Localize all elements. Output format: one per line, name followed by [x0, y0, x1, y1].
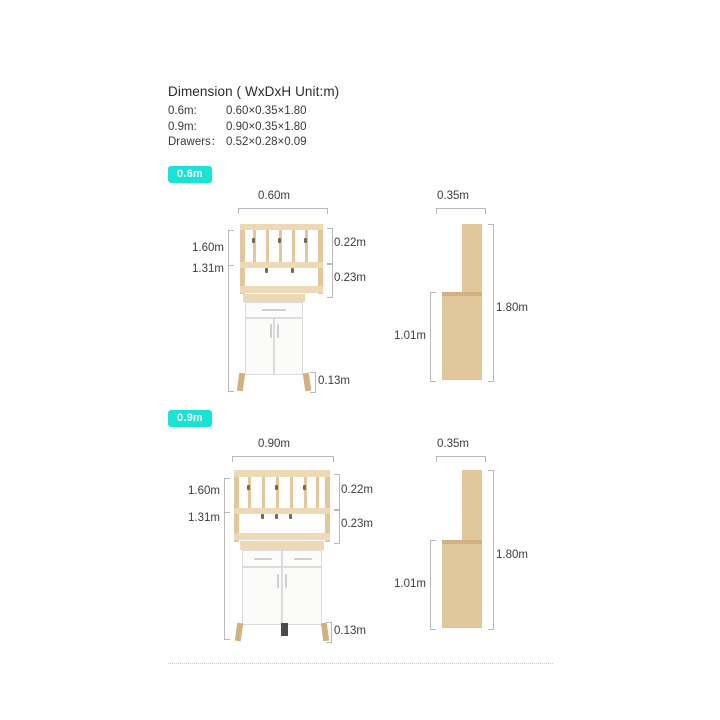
section-bracket-013-0-6m — [310, 372, 316, 393]
rack-slat-4-0-9m — [290, 477, 293, 508]
spec-row-06-label: 0.6m: — [168, 105, 197, 117]
section-bracket-013-0-9m — [326, 622, 332, 643]
hook-4-0-9m — [261, 514, 264, 519]
hook-2-0-9m — [275, 485, 278, 490]
spec-text-block — [168, 84, 498, 151]
section-bracket-022-0-6m — [327, 228, 333, 264]
section-bracket-023-0-6m — [327, 264, 333, 298]
side-height-bracket-101-0-6m — [430, 292, 436, 382]
hook-1-0-9m — [247, 485, 250, 490]
side-upper-0-9m — [462, 470, 482, 544]
depth-bracket-0-6m — [436, 208, 486, 214]
rack-post-right-0-6m — [318, 224, 323, 294]
height-bracket-131-0-6m — [228, 265, 234, 392]
width-label-0-9m: 0.90m — [258, 438, 290, 450]
rack-top-slat-0-9m — [234, 470, 330, 477]
height-label-160-0-9m: 1.60m — [188, 485, 220, 497]
spec-row-drawers-label: Drawers： — [168, 136, 223, 148]
door-handle-left-0-9m — [277, 574, 279, 588]
spec-row-06-value: 0.60×0.35×1.80 — [226, 105, 307, 117]
spec-row-09 — [168, 120, 498, 136]
cabinet-door-left-0-9m — [242, 567, 282, 625]
rack-slat-4-0-6m — [292, 230, 295, 262]
rack-slat-6-0-9m — [316, 477, 319, 508]
height-label-160-0-6m: 1.60m — [192, 242, 224, 254]
door-handle-left-0-6m — [270, 324, 272, 338]
drawer-handle-right-0-9m — [294, 558, 312, 560]
leg-left-0-9m — [235, 623, 243, 642]
spec-row-drawers-value: 0.52×0.28×0.09 — [226, 136, 307, 148]
section-bracket-022-0-9m — [334, 474, 340, 510]
hook-6-0-9m — [275, 514, 278, 519]
spec-row-drawers — [168, 135, 498, 151]
section-label-022-0-6m: 0.22m — [334, 237, 366, 249]
section-label-023-0-9m: 0.23m — [341, 518, 373, 530]
width-bracket-0-9m — [232, 456, 334, 462]
spec-row-09-value: 0.90×0.35×1.80 — [226, 120, 307, 133]
rack-lower-rail-0-9m — [234, 533, 330, 540]
rack-slat-1-0-9m — [248, 477, 251, 508]
rack-post-right-0-9m — [325, 470, 330, 542]
hook-5-0-9m — [289, 514, 292, 519]
side-height-label-180-0-6m: 1.80m — [496, 302, 528, 314]
rack-post-left-0-6m — [240, 224, 245, 294]
rack-slat-5-0-6m — [305, 230, 308, 262]
depth-bracket-0-9m — [436, 456, 486, 462]
section-bracket-023-0-9m — [334, 510, 340, 544]
leg-left-0-6m — [237, 373, 245, 392]
side-height-label-180-0-9m: 1.80m — [496, 549, 528, 561]
side-cabinet-0-9m — [442, 544, 482, 628]
page-title: Dimension ( WxDxH Unit:m) — [168, 84, 340, 99]
side-height-bracket-180-0-9m — [488, 470, 494, 630]
cabinet-top-0-9m — [240, 541, 324, 550]
leg-center-0-9m — [281, 623, 288, 636]
variant-tag-0-9m: 0.9m — [168, 410, 212, 427]
section-label-023-0-6m: 0.23m — [334, 272, 366, 284]
spec-row-06 — [168, 104, 498, 120]
hook-2-0-6m — [278, 238, 281, 243]
width-bracket-0-6m — [238, 208, 328, 214]
rack-slat-3-0-6m — [279, 230, 282, 262]
side-height-bracket-101-0-9m — [430, 540, 436, 630]
hook-3-0-6m — [304, 238, 307, 243]
spec-row-09-label: 0.9m: — [168, 120, 197, 133]
footer-divider — [168, 663, 553, 664]
cabinet-door-right-0-9m — [282, 567, 322, 625]
side-height-label-101-0-9m: 1.01m — [394, 578, 426, 590]
depth-label-0-6m: 0.35m — [437, 190, 469, 202]
rack-slat-2-0-6m — [266, 230, 269, 262]
side-upper-0-6m — [462, 224, 482, 296]
section-label-013-0-6m: 0.13m — [318, 375, 350, 387]
rack-lower-rail-0-6m — [240, 286, 323, 293]
drawer-handle-left-0-9m — [254, 558, 272, 560]
cabinet-top-0-6m — [243, 294, 305, 302]
door-handle-right-0-6m — [277, 324, 279, 338]
rack-slat-5-0-9m — [304, 477, 307, 508]
drawer-handle-0-6m — [262, 309, 286, 311]
rack-post-left-0-9m — [234, 470, 239, 542]
rack-mid-rail-0-6m — [240, 262, 323, 268]
hook-1-0-6m — [252, 238, 255, 243]
hook-4-0-6m — [265, 268, 268, 273]
rack-mid-rail-0-9m — [234, 508, 330, 514]
depth-label-0-9m: 0.35m — [437, 438, 469, 450]
side-height-label-101-0-6m: 1.01m — [394, 330, 426, 342]
door-handle-right-0-9m — [285, 574, 287, 588]
rack-slat-3-0-9m — [276, 477, 279, 508]
height-label-131-0-9m: 1.31m — [188, 512, 220, 524]
section-label-022-0-9m: 0.22m — [341, 484, 373, 496]
side-height-bracket-180-0-6m — [488, 224, 494, 382]
variant-tag-0-6m: 0.6m — [168, 166, 212, 183]
width-label-0-6m: 0.60m — [258, 190, 290, 202]
hook-5-0-6m — [291, 268, 294, 273]
side-cabinet-0-6m — [442, 296, 482, 380]
rack-slat-2-0-9m — [262, 477, 265, 508]
hook-3-0-9m — [303, 485, 306, 490]
section-label-013-0-9m: 0.13m — [334, 625, 366, 637]
height-label-131-0-6m: 1.31m — [192, 263, 224, 275]
rack-slat-1-0-6m — [253, 230, 256, 262]
height-bracket-131-0-9m — [224, 512, 230, 640]
